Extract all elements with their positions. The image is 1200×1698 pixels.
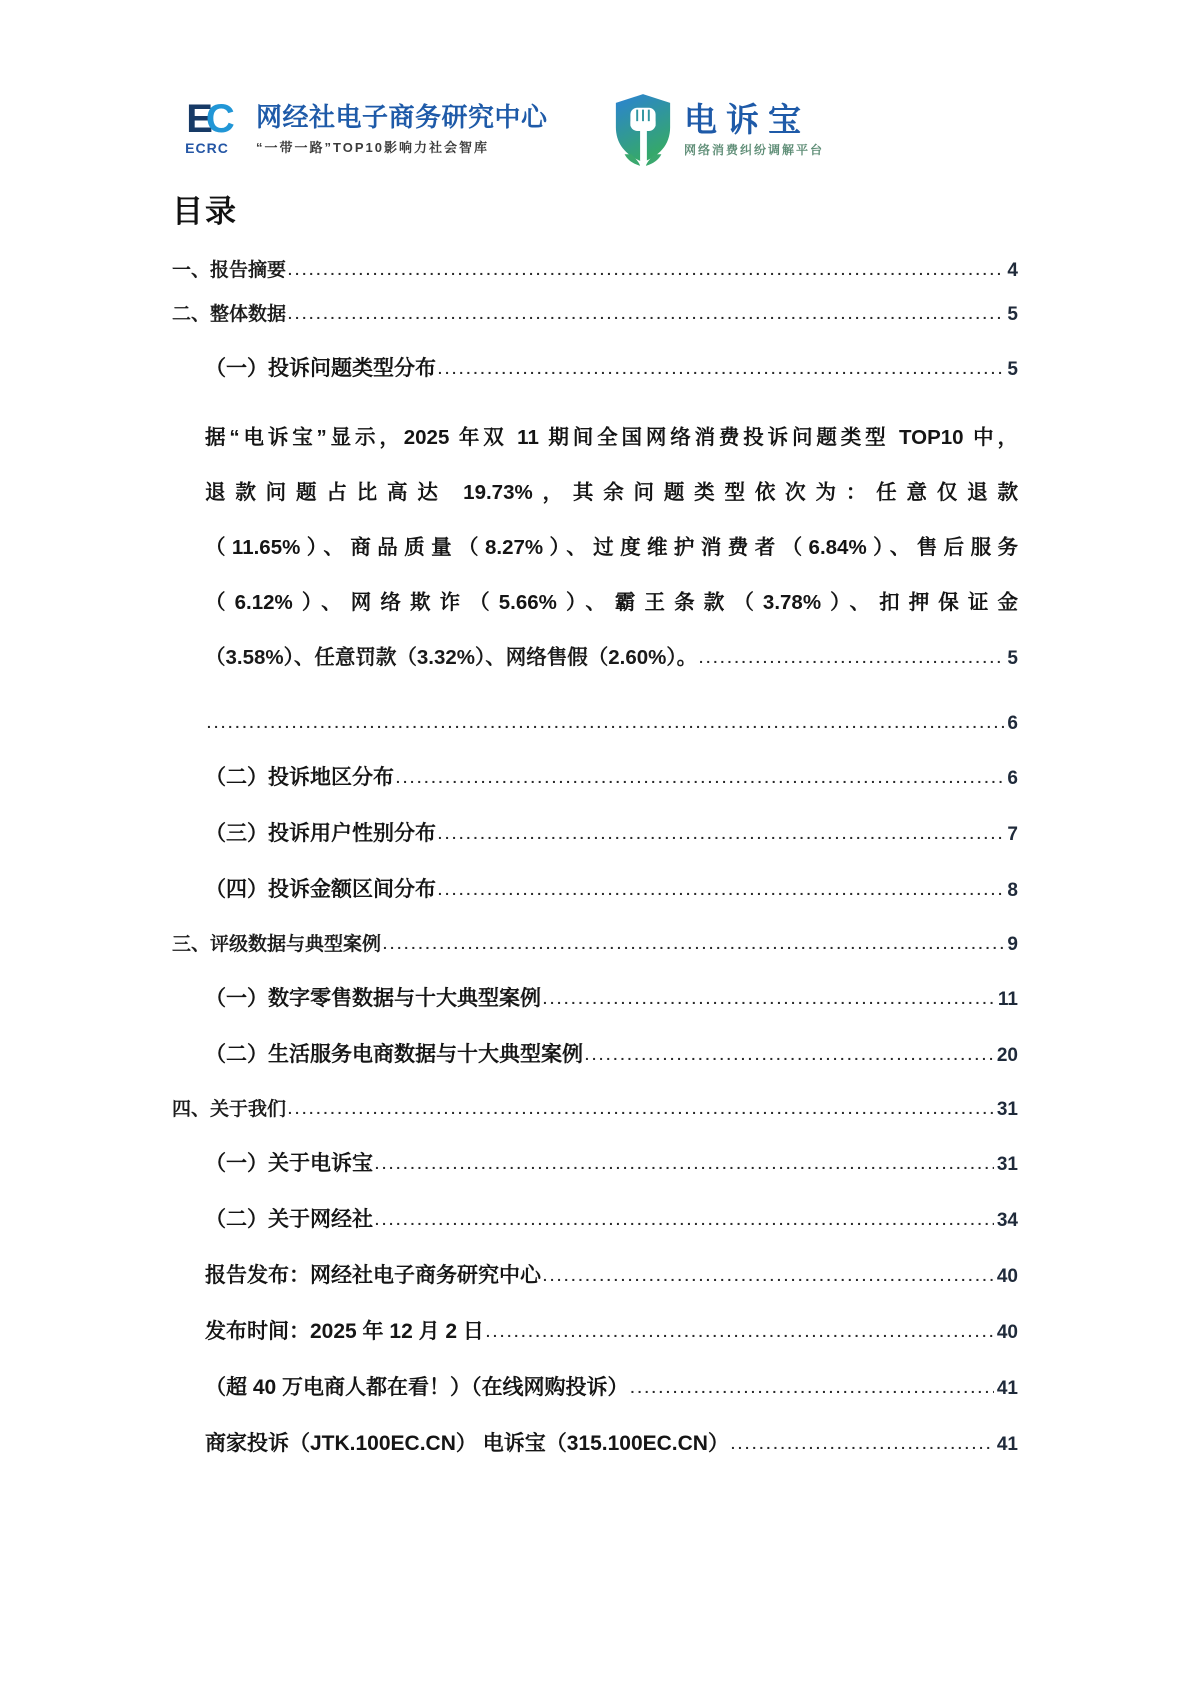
toc-entry[interactable] (172, 763, 1018, 794)
toc-entry[interactable] (172, 1373, 1018, 1404)
toc-page-number: 6 (1007, 768, 1018, 789)
dot-leader (375, 1150, 994, 1179)
toc-entry-label: 商家投诉（JTK.100EC.CN） 电诉宝（315.100EC.CN） (205, 1432, 729, 1455)
dot-leader (486, 1318, 994, 1347)
toc-page-number: 31 (996, 1154, 1018, 1175)
toc-paragraph-last-line (205, 630, 1018, 687)
dot-leader (438, 820, 1004, 849)
dot-leader (731, 1430, 994, 1459)
toc-paragraph-line: （6.12%）、网络欺诈（5.66%）、霸王条款（3.78%）、扣押保证金 (205, 591, 1018, 614)
toc-page-number: 34 (996, 1210, 1018, 1231)
toc-entry[interactable] (172, 1261, 1018, 1292)
ecrc-tagline: “一带一路”TOP10影响力社会智库 (256, 140, 489, 155)
shield-fist-icon (612, 92, 674, 168)
dot-leader (543, 985, 995, 1014)
dot-leader (396, 764, 1004, 793)
toc-page-number: 5 (1007, 648, 1018, 669)
toc-page-number: 40 (996, 1266, 1018, 1287)
ecrc-acronym: ECRC (185, 140, 229, 156)
page-header (0, 92, 1200, 182)
toc-entry[interactable] (172, 1040, 1018, 1071)
toc-entry[interactable] (172, 931, 1018, 959)
ecrc-logo (168, 97, 548, 156)
toc-paragraph-line: 据“电诉宝”显示，2025 年双 11 期间全国网络消费投诉问题类型 TOP10 中， (205, 426, 1018, 449)
toc-entry[interactable] (172, 875, 1018, 906)
dot-leader (288, 257, 1004, 284)
dot-leader (383, 931, 1004, 958)
toc-page-number: 11 (997, 989, 1018, 1010)
dot-leader (375, 1206, 994, 1235)
toc-entry[interactable] (172, 301, 1018, 329)
toc-page-number: 4 (1007, 260, 1018, 281)
toc-entry[interactable] (172, 1317, 1018, 1348)
toc-entry[interactable] (172, 1429, 1018, 1460)
dot-leader (699, 631, 1004, 686)
toc-page-number: 9 (1007, 934, 1018, 955)
dot-leader (543, 1262, 994, 1291)
toc-page-number: 41 (996, 1434, 1018, 1455)
toc-entry-label: 四、关于我们 (172, 1099, 287, 1120)
dot-leader (207, 709, 1004, 737)
toc-page-number: 31 (996, 1099, 1018, 1120)
toc-paragraph-entry[interactable] (172, 410, 1018, 687)
toc-page-number: 5 (1007, 359, 1018, 380)
ecrc-ec-icon: EC (186, 97, 228, 141)
toc-entry-label: （三）投诉用户性别分布 (205, 822, 436, 845)
toc-entry-label: （超 40 万电商人都在看！）（在线网购投诉） (205, 1376, 629, 1399)
toc-page-number: 6 (1007, 713, 1018, 734)
ecrc-name: 网经社电子商务研究中心 (256, 102, 548, 132)
toc-paragraph-line: 退款问题占比高达 19.73%，其余问题类型依次为：任意仅退款 (205, 481, 1018, 504)
toc-entry[interactable] (172, 257, 1018, 285)
toc-entry-label: （一）数字零售数据与十大典型案例 (205, 987, 541, 1010)
toc-entry-label: 报告发布：网经社电子商务研究中心 (205, 1264, 541, 1287)
dianshubao-logo (612, 92, 824, 168)
toc-title: 目录 (172, 194, 238, 229)
toc-page-number: 8 (1007, 880, 1018, 901)
dot-leader (438, 355, 1004, 384)
dot-leader (438, 876, 1004, 905)
dot-leader (585, 1041, 994, 1070)
ecrc-logo-text (256, 100, 548, 156)
toc-entry-label: 二、整体数据 (172, 304, 287, 325)
toc-entry[interactable] (172, 354, 1018, 385)
toc-entry-label: 三、评级数据与典型案例 (172, 934, 382, 955)
toc-entry-label: （一）关于电诉宝 (205, 1152, 373, 1175)
toc-entry[interactable] (172, 984, 1018, 1015)
dianshubao-subtitle: 网络消费纠纷调解平台 (684, 143, 825, 157)
dot-leader (288, 301, 1004, 328)
ecrc-logo-mark (168, 97, 246, 156)
dianshubao-name: 电诉宝 (684, 101, 810, 138)
toc-page-number: 20 (996, 1045, 1018, 1066)
toc-entry-label: （二）投诉地区分布 (205, 766, 394, 789)
toc-page-number: 40 (996, 1322, 1018, 1343)
toc-page-number: 5 (1007, 304, 1018, 325)
toc-entry-label: （四）投诉金额区间分布 (205, 878, 436, 901)
toc-entry-label: 发布时间：2025 年 12 月 2 日 (205, 1320, 484, 1343)
toc-entry[interactable] (172, 819, 1018, 850)
toc-list (172, 257, 1018, 1460)
toc-entry[interactable] (172, 1149, 1018, 1180)
toc-entry-label: 一、报告摘要 (172, 260, 287, 281)
toc-entry[interactable] (172, 1096, 1018, 1124)
toc-entry-label: （3.58%）、任意罚款（3.32%）、网络售假（2.60%）。 (205, 646, 698, 669)
toc-page-number: 7 (1007, 824, 1018, 845)
toc-entry-label: （二）关于网经社 (205, 1208, 373, 1231)
dot-leader (631, 1374, 994, 1403)
toc-entry[interactable] (172, 1205, 1018, 1236)
toc-paragraph-line: （11.65%）、商品质量（8.27%）、过度维护消费者（6.84%）、售后服务 (205, 536, 1018, 559)
dianshubao-logo-text (684, 102, 824, 158)
toc-dots-entry (172, 710, 1018, 738)
toc-entry-label: （一）投诉问题类型分布 (205, 357, 436, 380)
toc-page-number: 41 (996, 1378, 1018, 1399)
dot-leader (288, 1096, 994, 1123)
table-of-contents (172, 186, 1018, 1485)
toc-entry-label: （二）生活服务电商数据与十大典型案例 (205, 1043, 583, 1066)
